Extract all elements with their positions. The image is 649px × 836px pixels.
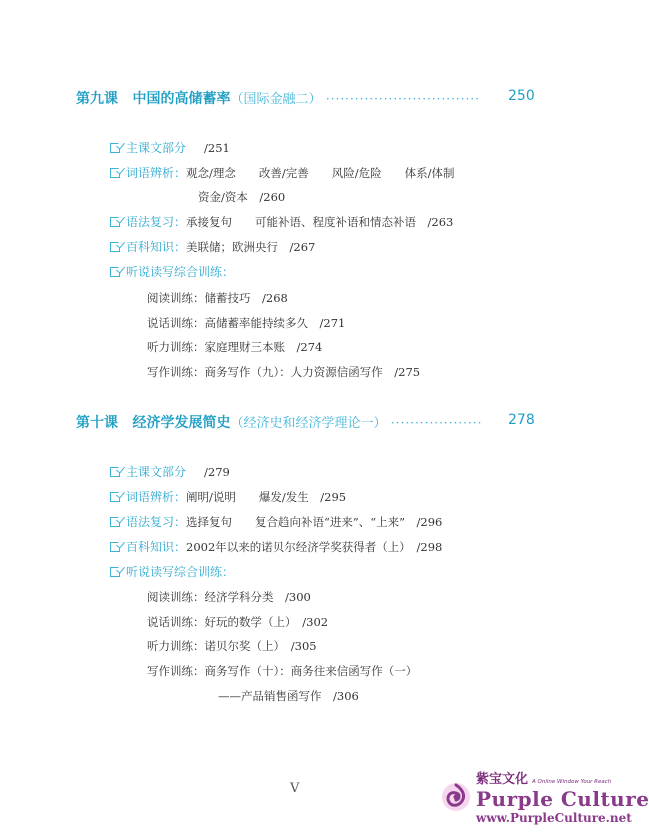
toc-entry[interactable] xyxy=(110,563,234,580)
lesson-subtitle: （国际金融二） xyxy=(230,92,322,107)
toc-entry[interactable] xyxy=(110,263,234,280)
lesson-page-number: 250 xyxy=(508,88,535,104)
checkbox-icon xyxy=(110,517,120,527)
toc-entry[interactable] xyxy=(110,238,315,255)
toc-entry[interactable] xyxy=(110,538,442,555)
section-label: 语法复习： xyxy=(126,215,187,229)
toc-entry[interactable] xyxy=(110,213,453,230)
section-text: 阐明/说明 爆发/发生 /295 xyxy=(186,489,347,504)
section-label: 主课文部分 xyxy=(126,141,187,155)
section-text: /279 xyxy=(204,464,230,479)
training-entry[interactable]: 听力训练：家庭理财三本账 /274 xyxy=(147,340,323,354)
training-entry-continued: ——产品销售函写作 /306 xyxy=(218,689,359,703)
watermark-chinese: 紫宝文化 xyxy=(476,772,529,787)
watermark-tagline: A Online Window Your Reach xyxy=(532,779,612,785)
section-text: 2002年以来的诺贝尔经济学奖获得者（上） /298 xyxy=(186,539,443,554)
checkbox-icon xyxy=(110,143,120,153)
checkbox-icon xyxy=(110,168,120,178)
checkbox-icon xyxy=(110,492,120,502)
training-entry[interactable]: 写作训练：商务写作（九）：人力资源信函写作 /275 xyxy=(147,365,421,379)
checkbox-icon xyxy=(110,242,120,252)
watermark-logo xyxy=(440,768,649,825)
section-text-continued: 资金/资本 /260 xyxy=(198,190,286,204)
lesson-title: 中国的高储蓄率 xyxy=(132,91,231,107)
leader-dots: ································ xyxy=(325,92,480,106)
watermark-url: www.PurpleCulture.net xyxy=(476,811,632,825)
section-text: 美联储；欧洲央行 /267 xyxy=(186,239,316,254)
checkbox-icon xyxy=(110,567,120,577)
lesson-10-header[interactable] xyxy=(76,412,482,432)
purple-culture-logo-icon xyxy=(440,781,472,813)
section-label: 语法复习： xyxy=(126,515,187,529)
training-entry[interactable]: 说话训练：高储蓄率能持续多久 /271 xyxy=(147,316,346,330)
training-entry[interactable]: 说话训练：好玩的数学（上） /302 xyxy=(147,615,329,629)
section-text: 选择复句 复合趋向补语“进来”、“上来” /296 xyxy=(186,514,443,529)
page-numeral: V xyxy=(290,781,300,796)
toc-entry[interactable] xyxy=(110,139,230,156)
section-label: 听说读写综合训练： xyxy=(126,565,235,579)
lesson-page-number: 278 xyxy=(508,412,535,428)
toc-entry[interactable] xyxy=(110,513,442,530)
section-text: /251 xyxy=(204,140,230,155)
watermark-brand: Purple Culture xyxy=(476,787,649,811)
section-label: 百科知识： xyxy=(126,540,187,554)
checkbox-icon xyxy=(110,542,120,552)
toc-entry[interactable] xyxy=(110,164,455,181)
lesson-subtitle: （经济史和经济学理论一） xyxy=(230,416,387,431)
checkbox-icon xyxy=(110,217,120,227)
checkbox-icon xyxy=(110,467,120,477)
section-text: 承接复句 可能补语、程度补语和情态补语 /263 xyxy=(186,214,454,229)
checkbox-icon xyxy=(110,267,120,277)
training-entry[interactable]: 阅读训练：储蓄技巧 /268 xyxy=(147,291,288,305)
training-entry[interactable]: 听力训练：诺贝尔奖（上） /305 xyxy=(147,639,317,653)
lesson-title: 经济学发展简史 xyxy=(132,415,231,431)
section-label: 百科知识： xyxy=(126,240,187,254)
leader-dots: ··················· xyxy=(390,416,483,430)
lesson-number: 第十课 xyxy=(76,415,118,431)
lesson-9-header[interactable] xyxy=(76,88,480,108)
training-entry[interactable]: 写作训练：商务写作（十）：商务往来信函写作（一） xyxy=(147,664,418,678)
section-label: 主课文部分 xyxy=(126,465,187,479)
section-label: 词语辨析： xyxy=(126,490,187,504)
training-entry[interactable]: 阅读训练：经济学科分类 /300 xyxy=(147,590,311,604)
toc-entry[interactable] xyxy=(110,488,346,505)
lesson-number: 第九课 xyxy=(76,91,118,107)
section-text: 观念/理念 改善/完善 风险/危险 体系/体制 xyxy=(186,165,455,180)
section-label: 词语辨析： xyxy=(126,166,187,180)
toc-entry[interactable] xyxy=(110,463,230,480)
section-label: 听说读写综合训练： xyxy=(126,265,235,279)
